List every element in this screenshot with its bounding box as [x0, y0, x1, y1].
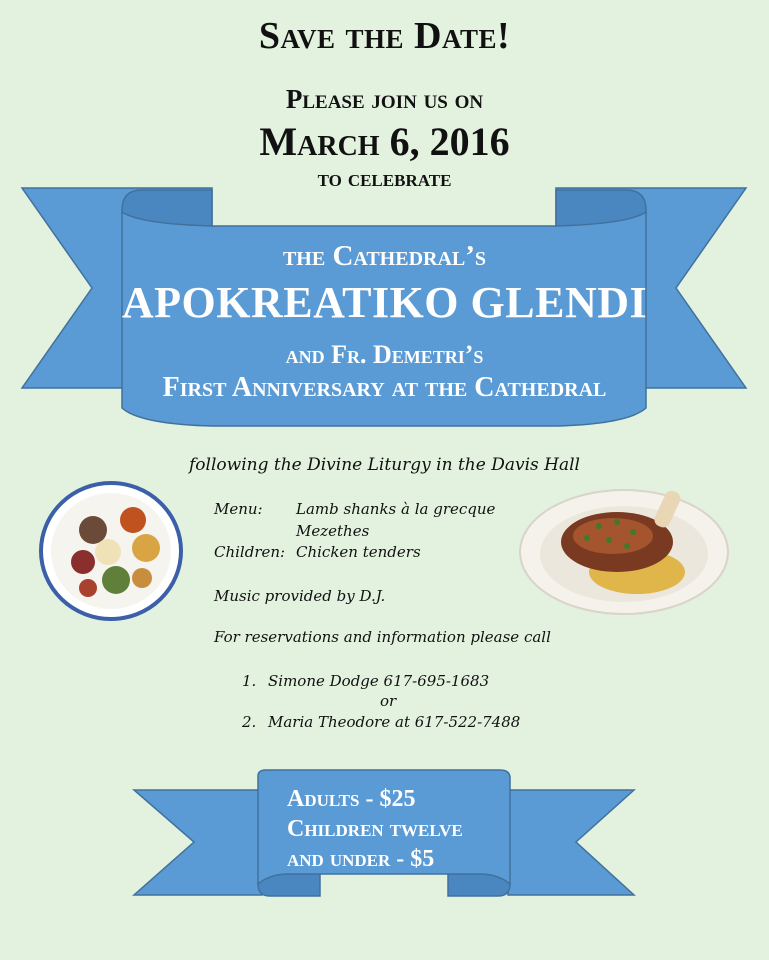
please-join-text: Please join us on: [285, 84, 484, 114]
contact-list-number-2: 2.: [242, 713, 257, 731]
music-text: Music provided by D.J.: [214, 587, 386, 605]
mezethes-plate-image: [38, 480, 184, 622]
price-children-under: and under - $5: [287, 846, 435, 872]
reservations-text: For reservations and information please call: [214, 628, 551, 646]
or-text: or: [380, 692, 397, 710]
menu-item-mezethes: Mezethes: [296, 522, 370, 540]
banner-anniversary-text: First Anniversary at the Cathedral: [162, 372, 607, 403]
lamb-shank-plate-image: [517, 480, 731, 620]
following-liturgy-text: following the Divine Liturgy in the Davis Hall: [189, 455, 580, 475]
price-children: Children twelve: [287, 816, 463, 842]
children-menu-item: Chicken tenders: [296, 543, 421, 561]
contact-maria-theodore: Maria Theodore at 617-522-7488: [268, 713, 521, 731]
contact-list-number-1: 1.: [242, 672, 257, 690]
banner-father-text: and Fr. Demetri’s: [285, 340, 484, 369]
contact-simone-dodge: Simone Dodge 617-695-1683: [268, 672, 490, 690]
save-the-date-title: Save the Date!: [258, 15, 511, 57]
to-celebrate-text: to celebrate: [317, 166, 452, 192]
banner-cathedral-text: the Cathedral’s: [282, 240, 487, 272]
menu-item-lamb: Lamb shanks à la grecque: [296, 500, 496, 518]
menu-label: Menu:: [214, 500, 263, 518]
banner-event-name: APOKREATIKO GLENDI: [121, 278, 648, 327]
children-label: Children:: [214, 543, 286, 561]
price-adults: Adults - $25: [287, 786, 416, 812]
event-date: March 6, 2016: [259, 119, 510, 164]
